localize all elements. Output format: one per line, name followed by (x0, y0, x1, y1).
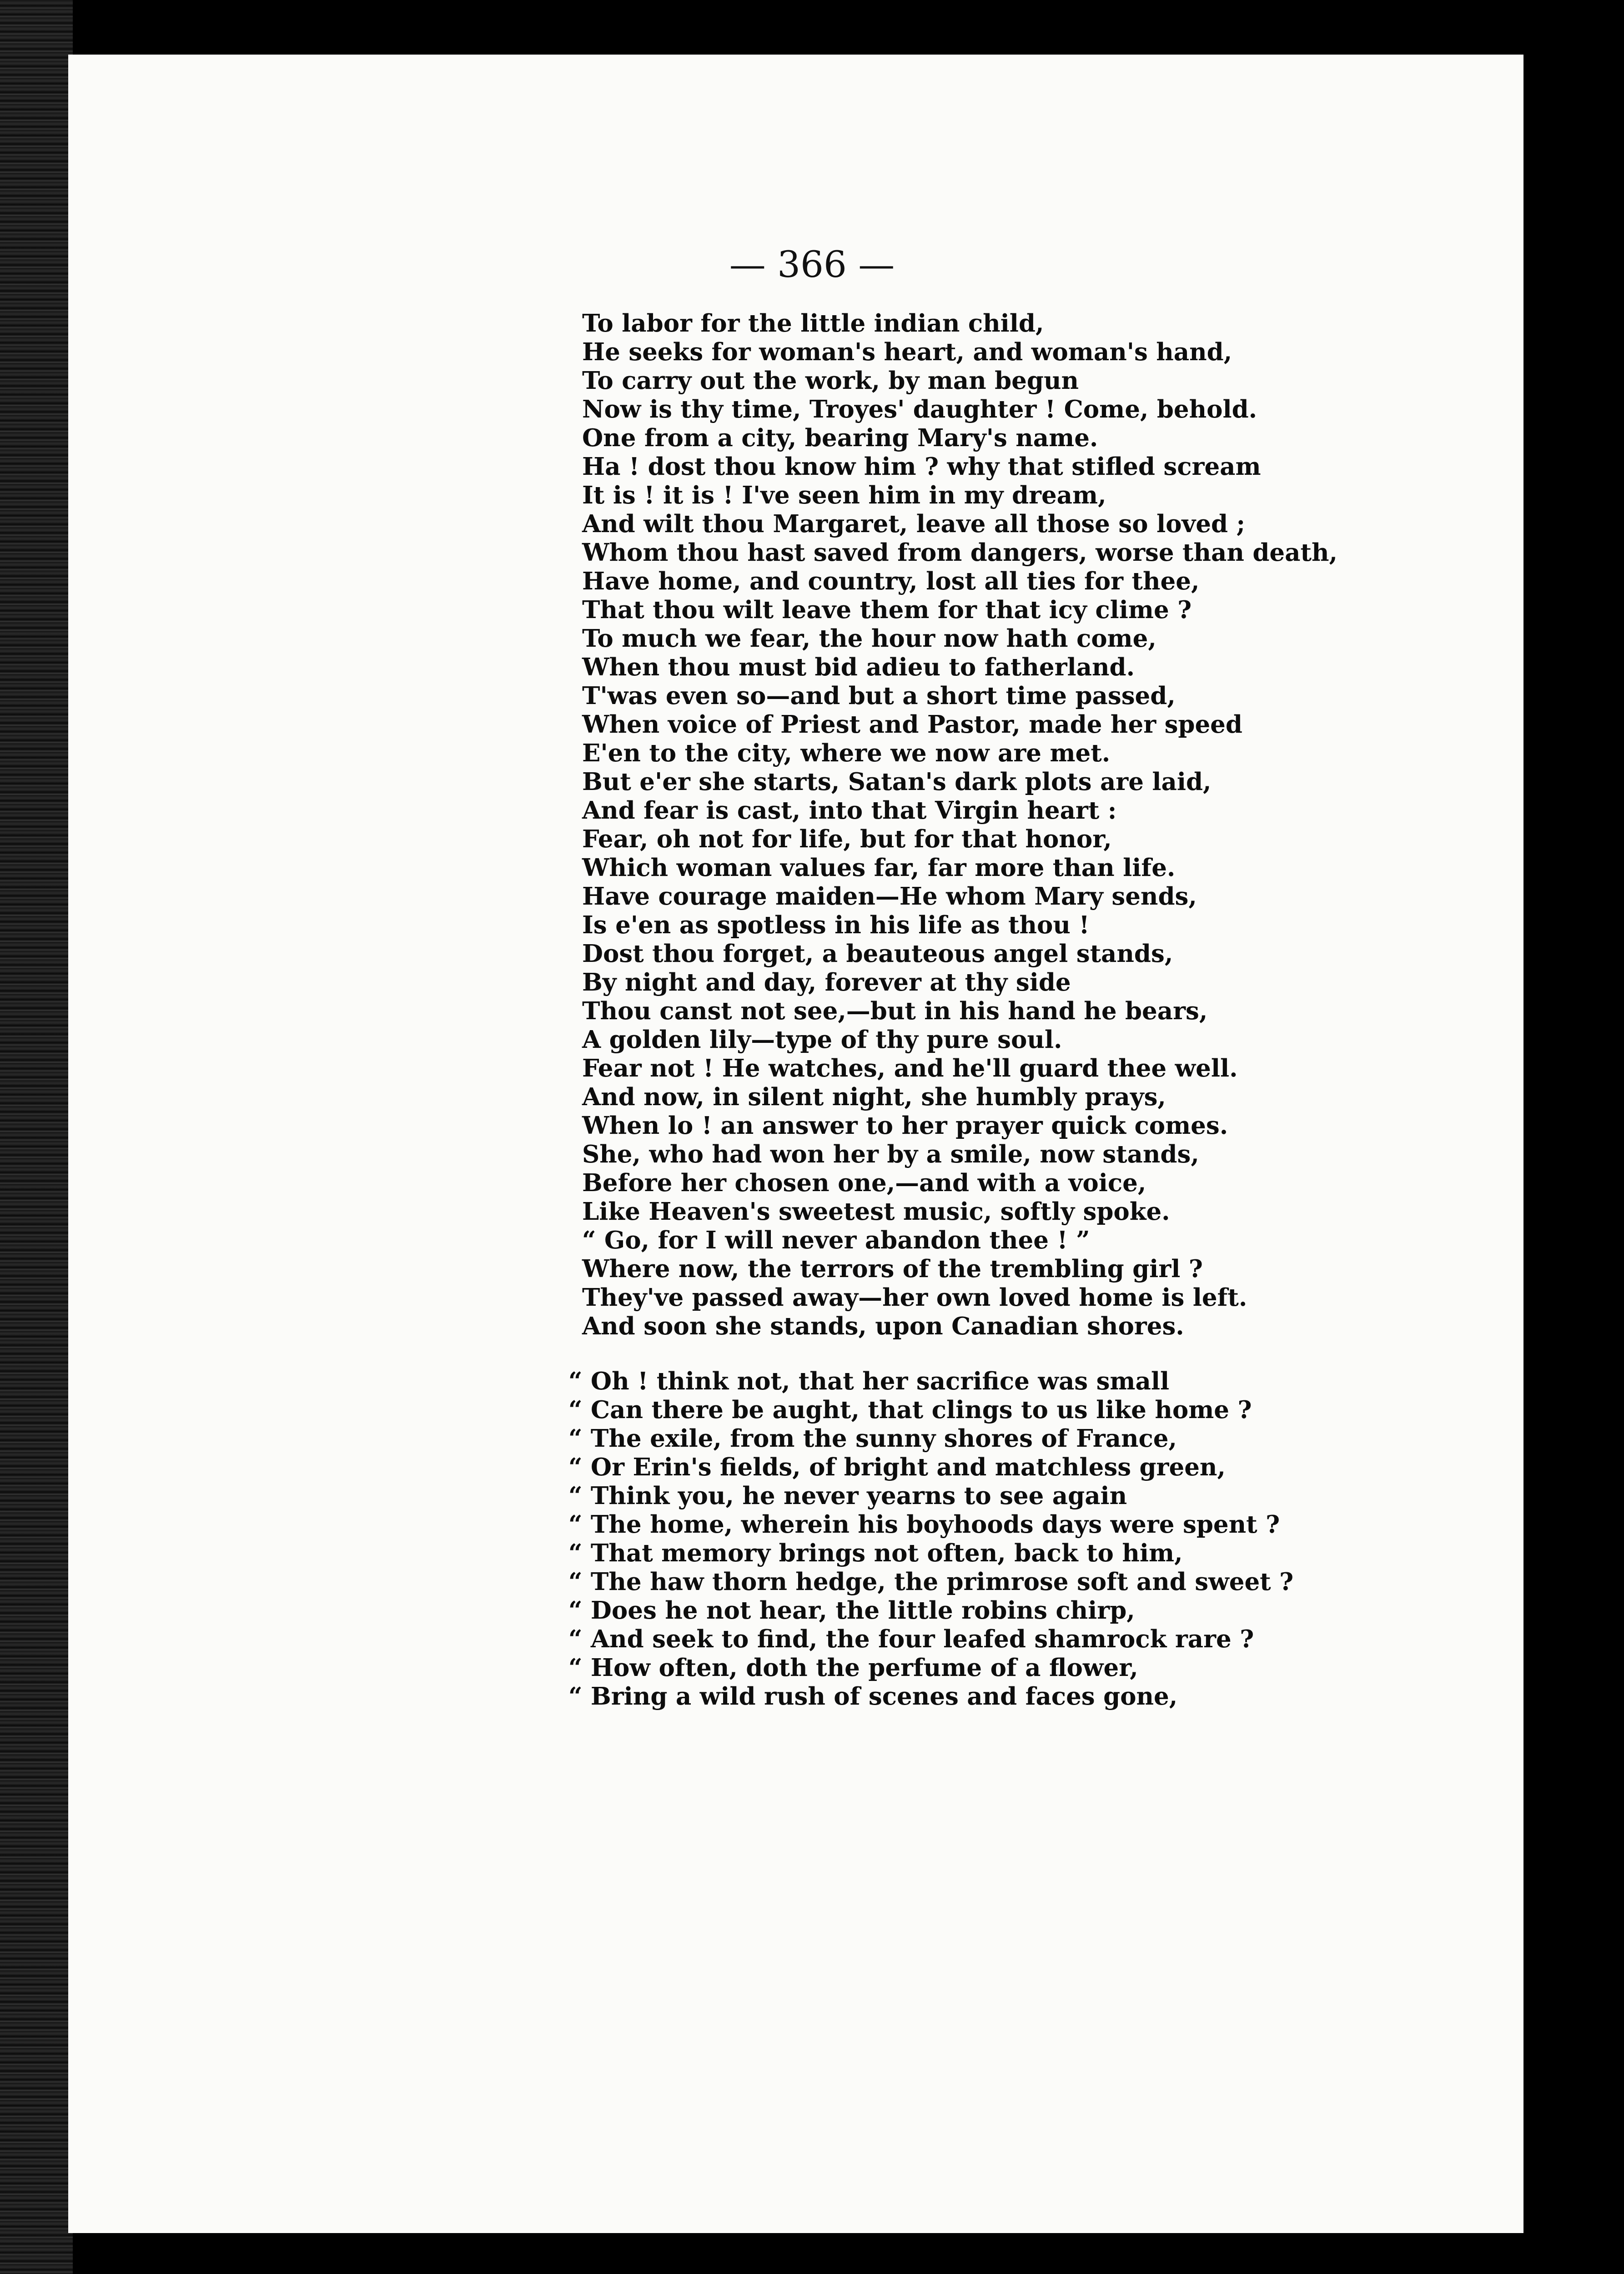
book-binding-edge (0, 0, 73, 2274)
poem-line: Where now, the terrors of the trembling girl ? (582, 1255, 1203, 1283)
poem-line: That thou wilt leave them for that icy clime ? (582, 596, 1192, 624)
poem-line: Fear not ! He watches, and he'll guard thee well. (582, 1054, 1238, 1082)
poem-line: One from a city, bearing Mary's name. (582, 424, 1098, 452)
poem-line: “ The home, wherein his boyhoods days were spent ? (568, 1510, 1280, 1539)
poem-line: Thou canst not see,—but in his hand he bears, (582, 997, 1208, 1025)
poem-line: Which woman values far, far more than life. (582, 854, 1176, 882)
poem-line: To labor for the little indian child, (582, 309, 1044, 337)
poem-line: “ That memory brings not often, back to him, (568, 1539, 1183, 1567)
poem-line: Before her chosen one,—and with a voice, (582, 1169, 1146, 1197)
poem-line: When lo ! an answer to her prayer quick comes. (582, 1112, 1228, 1140)
poem-line: “ Think you, he never yearns to see again (568, 1482, 1127, 1510)
poem-line: They've passed away—her own loved home is left. (582, 1283, 1247, 1312)
poem-line: “ The exile, from the sunny shores of France, (568, 1424, 1177, 1453)
poem-line: T'was even so—and but a short time passed, (582, 682, 1176, 710)
poem-line: It is ! it is ! I've seen him in my dream, (582, 481, 1106, 509)
stanza-2 (568, 1367, 1337, 1711)
poem-line: Like Heaven's sweetest music, softly spoke. (582, 1197, 1170, 1226)
poem-line: “ Bring a wild rush of scenes and faces gone, (568, 1682, 1178, 1711)
poem-line: Have courage maiden—He whom Mary sends, (582, 882, 1197, 911)
poem-line: Fear, oh not for life, but for that honor, (582, 825, 1112, 853)
poem-line: When voice of Priest and Pastor, made her speed (582, 710, 1242, 739)
poem-line: “ And seek to find, the four leafed shamrock rare ? (568, 1625, 1254, 1653)
poem-line: He seeks for woman's heart, and woman's hand, (582, 338, 1232, 366)
poem-line: “ How often, doth the perfume of a flower, (568, 1654, 1138, 1682)
poem-line: And soon she stands, upon Canadian shores. (582, 1312, 1184, 1340)
poem-line: Whom thou hast saved from dangers, worse than death, (582, 538, 1337, 567)
poem-line: To carry out the work, by man begun (582, 367, 1079, 395)
poem-line: And fear is cast, into that Virgin heart : (582, 796, 1117, 825)
stanza-1 (582, 309, 1337, 1341)
poem-line: To much we fear, the hour now hath come, (582, 624, 1156, 653)
poem-line: And wilt thou Margaret, leave all those so loved ; (582, 510, 1246, 538)
poem-line: Have home, and country, lost all ties for thee, (582, 567, 1200, 595)
page-number: — 366 — (729, 243, 895, 286)
poem-line: Is e'en as spotless in his life as thou ! (582, 911, 1090, 939)
poem-line: And now, in silent night, she humbly prays, (582, 1083, 1166, 1111)
poem-line: “ Go, for I will never abandon thee ! ” (582, 1226, 1090, 1254)
poem-line: E'en to the city, where we now are met. (582, 739, 1111, 767)
poem-line: “ Or Erin's fields, of bright and matchless green, (568, 1453, 1226, 1481)
poem-line: But e'er she starts, Satan's dark plots are laid, (582, 768, 1212, 796)
poem-line: A golden lily—type of thy pure soul. (582, 1026, 1062, 1054)
poem-line: Now is thy time, Troyes' daughter ! Come, behold. (582, 395, 1257, 423)
poem-line: “ Oh ! think not, that her sacrifice was small (568, 1367, 1170, 1395)
poem-text (568, 309, 1337, 1711)
poem-line: When thou must bid adieu to fatherland. (582, 653, 1135, 681)
poem-line: “ Can there be aught, that clings to us like home ? (568, 1396, 1252, 1424)
poem-line: Dost thou forget, a beauteous angel stands, (582, 940, 1173, 968)
page-right-border (1526, 45, 1534, 2229)
poem-line: By night and day, forever at thy side (582, 968, 1071, 996)
poem-line: Ha ! dost thou know him ? why that stifled scream (582, 453, 1261, 481)
poem-line: She, who had won her by a smile, now stands, (582, 1140, 1199, 1168)
poem-line: “ Does he not hear, the little robins chirp, (568, 1596, 1135, 1625)
poem-line: “ The haw thorn hedge, the primrose soft and sweet ? (568, 1568, 1294, 1596)
